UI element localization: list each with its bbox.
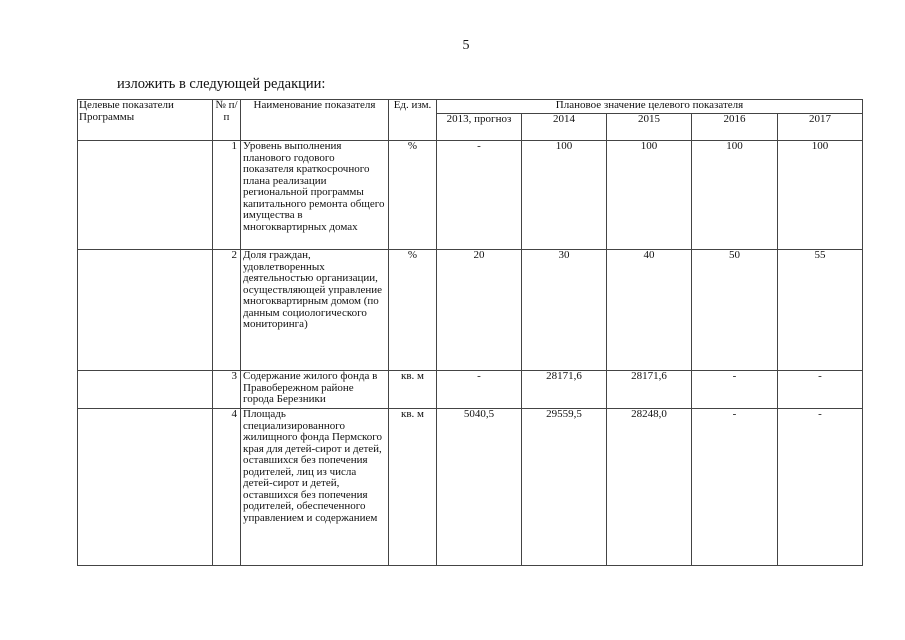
indicator-name: Площадь специализированного жилищного фонда Пермского края для детей-сирот и детей, оставшихся без попечения родителей, лиц из числа детей-сирот и детей, оставшихся без попечения родителей, обеспеченного управлением и содержанием [241, 409, 389, 566]
value-2016: - [692, 371, 778, 409]
value-2017: 100 [778, 141, 863, 250]
value-2015: 40 [607, 250, 692, 371]
header-year-2017: 2017 [778, 114, 863, 141]
header-year-2013: 2013, прогноз [437, 114, 522, 141]
unit-cell: % [389, 250, 437, 371]
row-number: 2 [213, 250, 241, 371]
table-row [78, 371, 863, 409]
table-row [78, 250, 863, 371]
value-2015: 100 [607, 141, 692, 250]
value-2014: 28171,6 [522, 371, 607, 409]
program-cell [78, 141, 213, 250]
indicators-table [77, 99, 863, 566]
header-program: Целевые показатели Программы [78, 100, 213, 141]
row-number: 1 [213, 141, 241, 250]
unit-cell: % [389, 141, 437, 250]
value-2016: 50 [692, 250, 778, 371]
value-2013: 20 [437, 250, 522, 371]
value-2013: 5040,5 [437, 409, 522, 566]
header-unit: Ед. изм. [389, 100, 437, 141]
header-indicator-name: Наименование показателя [241, 100, 389, 141]
value-2013: - [437, 141, 522, 250]
row-number: 3 [213, 371, 241, 409]
header-planned-value: Плановое значение целевого показателя [437, 100, 863, 114]
value-2017: - [778, 371, 863, 409]
unit-cell: кв. м [389, 371, 437, 409]
table-row [78, 141, 863, 250]
value-2017: 55 [778, 250, 863, 371]
program-cell [78, 371, 213, 409]
program-cell [78, 250, 213, 371]
page-number: 5 [462, 38, 470, 53]
program-cell [78, 409, 213, 566]
value-2013: - [437, 371, 522, 409]
value-2015: 28248,0 [607, 409, 692, 566]
value-2017: - [778, 409, 863, 566]
value-2016: 100 [692, 141, 778, 250]
unit-cell: кв. м [389, 409, 437, 566]
header-number: № п/п [213, 100, 241, 141]
value-2015: 28171,6 [607, 371, 692, 409]
header-year-2016: 2016 [692, 114, 778, 141]
value-2014: 100 [522, 141, 607, 250]
value-2014: 29559,5 [522, 409, 607, 566]
header-row-top [78, 100, 863, 114]
value-2014: 30 [522, 250, 607, 371]
value-2016: - [692, 409, 778, 566]
row-number: 4 [213, 409, 241, 566]
table-row [78, 409, 863, 566]
header-year-2014: 2014 [522, 114, 607, 141]
indicator-name: Доля граждан, удовлетворенных деятельностью организации, осуществляющей управление многоквартирным домом (по данным социологического мониторинга) [241, 250, 389, 371]
intro-text: изложить в следующей редакции: [117, 76, 326, 92]
header-year-2015: 2015 [607, 114, 692, 141]
indicator-name: Уровень выполнения планового годового показателя краткосрочного плана реализации региональной программы капитального ремонта общего имущества в многоквартирных домах [241, 141, 389, 250]
indicator-name: Содержание жилого фонда в Правобережном районе города Березники [241, 371, 389, 409]
